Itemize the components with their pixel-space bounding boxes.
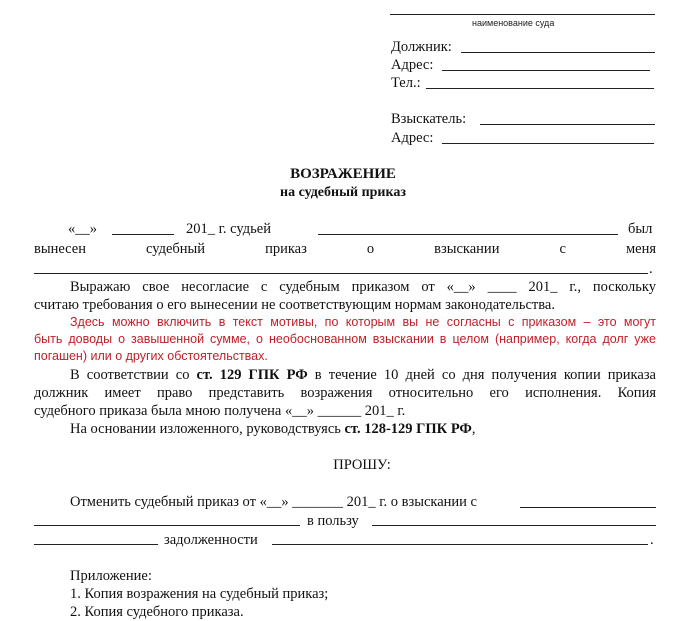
claimant-line (480, 124, 655, 125)
debtor-label: Должник: (391, 39, 452, 55)
hint-line-3: погашен) или о других обстоятельствах. (34, 349, 268, 363)
para2-post: в течение 10 дней со дня получения копии приказа (307, 367, 656, 383)
para2-line-c: судебного приказа была мною получена «__» ______ 201_ г. (34, 403, 406, 419)
hint-line-2: быть доводы о завышенной сумме, о необоснованном взыскании в целом (например, когда долг уже (34, 332, 656, 346)
line2-word: взыскании (434, 241, 500, 257)
line1-year: 201_ г. судьей (186, 221, 271, 237)
claimant-address-label: Адрес: (391, 130, 434, 146)
line3-end: . (649, 261, 653, 277)
para1-line-a: Выражаю свое несогласие с судебным приказом от «__» ____ 201_ г., поскольку (70, 279, 656, 295)
para2-line-a (70, 366, 656, 384)
request-line1: Отменить судебный приказ от «__» _______ 201_ г. о взыскании с (70, 494, 477, 510)
hint-line-1: Здесь можно включить в текст мотивы, по которым вы не согласны с приказом – это могут (70, 315, 656, 329)
phone-label: Тел.: (391, 75, 421, 91)
debtor-address-label: Адрес: (391, 57, 434, 73)
request-line2-blank-b (372, 525, 656, 526)
line2-word: судебный (146, 241, 206, 257)
para3-pre: На основании изложенного, руководствуясь (70, 421, 345, 437)
court-name-line (390, 14, 655, 15)
claimant-address-line (442, 143, 654, 144)
para1-line-b: считаю требования о его вынесении не соответствующим нормам законодательства. (34, 297, 555, 313)
debtor-line (461, 52, 655, 53)
court-name-caption: наименование суда (472, 18, 555, 28)
line1-end: был (628, 221, 653, 237)
line2-word: меня (625, 241, 656, 257)
request-line1-blank (520, 507, 656, 508)
document-title: ВОЗРАЖЕНИЕ (290, 166, 396, 182)
para3-article: ст. 128-129 ГПК РФ (344, 421, 472, 437)
line2-word: вынесен (34, 241, 86, 257)
request-line3-end: . (650, 532, 654, 548)
request-heading: ПРОШУ: (333, 457, 391, 473)
request-line3-blank-a (34, 544, 158, 545)
debtor-address-line (442, 70, 650, 71)
para2-line-b: должник имеет право представить возражения относительно его исполнения. Копия (34, 385, 656, 401)
para2-pre: В соответствии со (70, 367, 197, 383)
para3-post: , (471, 421, 476, 437)
attachments-heading: Приложение: (70, 568, 152, 584)
para3-line (70, 420, 476, 438)
attachment-item: 1. Копия возражения на судебный приказ; (70, 586, 329, 602)
request-line3-mid: задолженности (164, 532, 258, 548)
request-line2-mid: в пользу (307, 513, 359, 529)
line3-blank (34, 273, 648, 274)
line1-judge-blank (318, 234, 618, 235)
request-line2-blank-a (34, 525, 300, 526)
line1-date: «__» (68, 221, 97, 237)
phone-line (426, 88, 654, 89)
line1-month-blank (112, 234, 174, 235)
line2-word: приказ (265, 241, 307, 257)
para2-article: ст. 129 ГПК РФ (196, 367, 308, 383)
claimant-label: Взыскатель: (391, 111, 467, 127)
request-line3-blank-b (272, 544, 648, 545)
document-subtitle: на судебный приказ (280, 185, 406, 200)
attachment-item: 2. Копия судебного приказа. (70, 604, 244, 620)
line2-word: с (559, 241, 566, 257)
line2 (34, 240, 656, 258)
line2-word: о (366, 241, 375, 257)
